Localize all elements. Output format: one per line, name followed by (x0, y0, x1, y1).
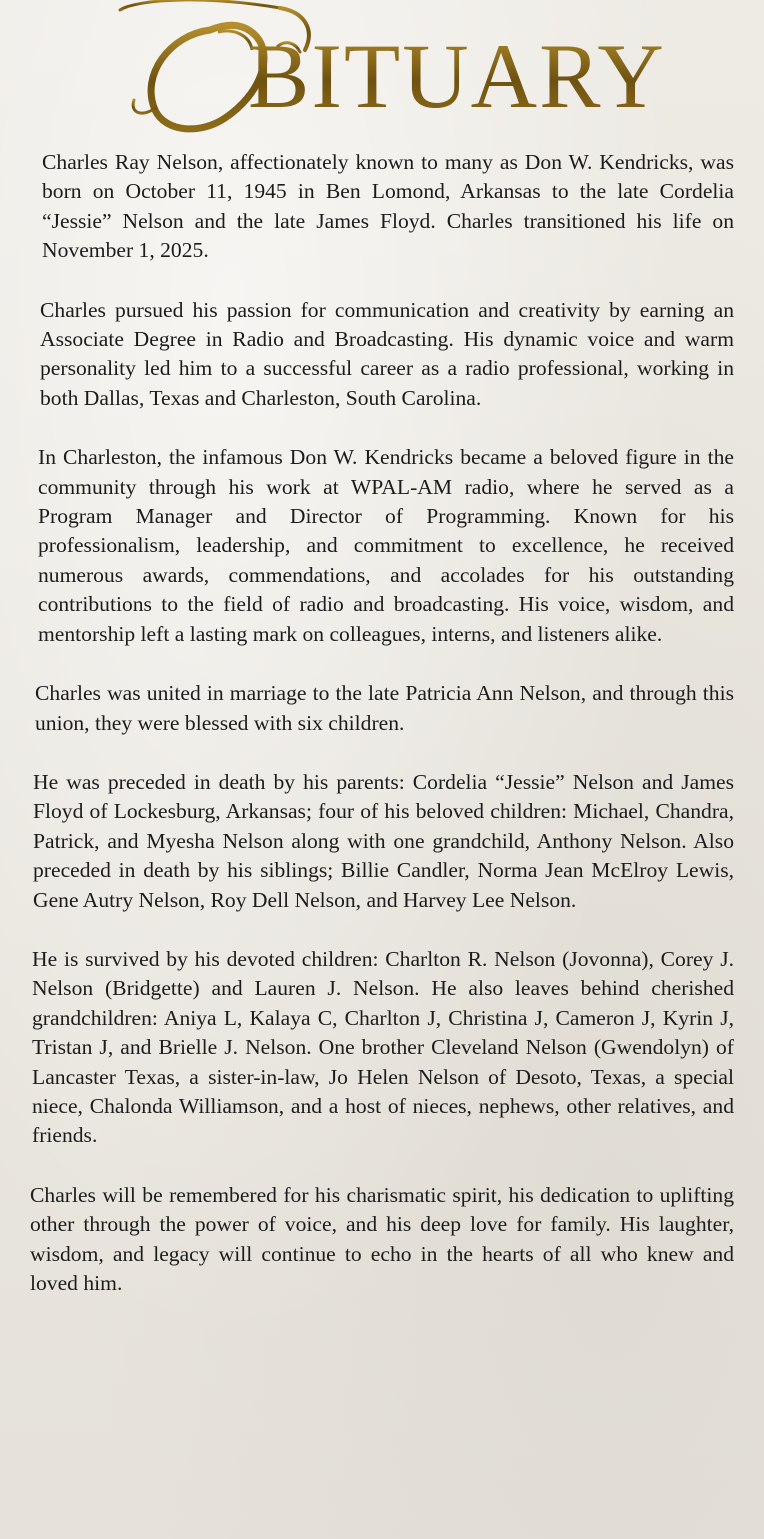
paragraph-birth: Charles Ray Nelson, affectionately known to many as Don W. Kendricks, was born on October 11, 1945 in Ben Lomond, Arkansas to the late Cordelia “Jessie” Nelson and the late James Floyd. Charles transitioned his life on November 1, 2025. (42, 150, 734, 263)
obituary-body (30, 148, 734, 1328)
title-rest-letters: BITUARY (248, 25, 666, 127)
paragraph-career: Charles pursued his passion for communication and creativity by earning an Associate Degree in Radio and Broadcasting. His dynamic voice and warm personality led him to a successful career as a radio professional, working in both Dallas, Texas and Charleston, South Carolina. (40, 297, 734, 410)
paragraph-remembered: Charles will be remembered for his charismatic spirit, his dedication to uplifting other through the power of voice, and his deep love for family. His laughter, wisdom, and legacy will continue to echo in the hearts of all who knew and loved him. (30, 1182, 734, 1295)
paragraph-charleston: In Charleston, the infamous Don W. Kendricks became a beloved figure in the community through his work at WPAL-AM radio, where he served as a Program Manager and Director of Programming. Known for his professionalism, leadership, and commitment to excellence, he received numerous awards, commendations, and accolades for his outstanding contributions to the field of radio and broadcasting. His voice, wisdom, and mentorship left a lasting mark on colleagues, interns, and listeners alike. (38, 445, 734, 646)
paragraph-marriage: Charles was united in marriage to the late Patricia Ann Nelson, and through this union, they were blessed with six children. (35, 681, 734, 735)
paragraph-preceded: He was preceded in death by his parents: Cordelia “Jessie” Nelson and James Floyd of Lockesburg, Arkansas; four of his beloved children: Michael, Chandra, Patrick, and Myesha Nelson along with one grandchild, Anthony Nelson. Also preceded in death by his siblings; Billie Candler, Norma Jean McElroy Lewis, Gene Autry Nelson, Roy Dell Nelson, and Harvey Lee Nelson. (33, 769, 734, 912)
paragraph-survived: He is survived by his devoted children: Charlton R. Nelson (Jovonna), Corey J. Nelson (Bridgette) and Lauren J. Nelson. He also leaves behind cherished grandchildren: Aniya L, Kalaya C, Charlton J, Christina J, Cameron J, Kyrin J, Tristan J, and Brielle J. Nelson. One brother Cleveland Nelson (Gwendolyn) of Lancaster Texas, a sister-in-law, Jo Helen Nelson of Desoto, Texas, a special niece, Chalonda Williamson, and a host of nieces, nephews, other relatives, and friends. (32, 946, 734, 1148)
page-title (100, 0, 700, 140)
